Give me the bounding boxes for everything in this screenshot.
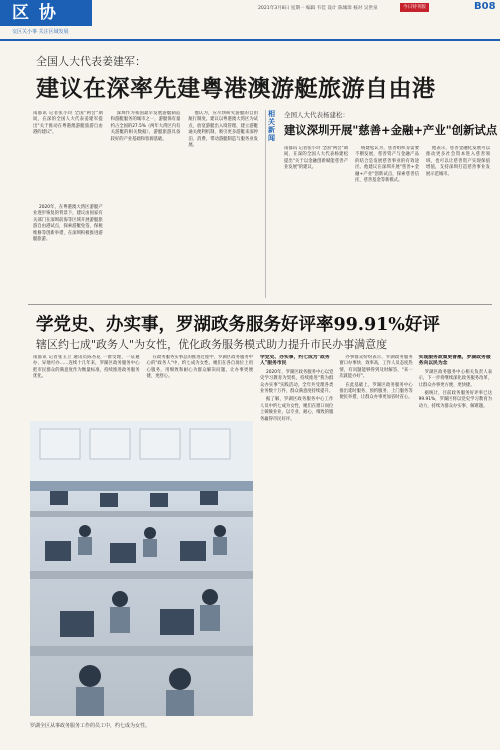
story3-paragraph: 据统计，目前政务服务好评率已达99.91%，罗湖区将以党史学习教育为动力，持续为群众办实事、解难题。 bbox=[418, 391, 492, 409]
story2-headline: 建议深圳开展"慈善+金融+产业"创新试点 bbox=[284, 123, 498, 137]
story1-paragraph: 南都讯 记者张小玲 全国"两会"期间，在深的全国人大代表姜建军提出"关于推动在粤港澳游艇旅游自由港的建议"。 bbox=[33, 111, 103, 136]
column-divider bbox=[265, 110, 266, 298]
section-subtitle: 交区关小事 关注区域发展 bbox=[12, 29, 69, 35]
top-rule bbox=[0, 39, 500, 41]
story2-paragraph: 杨建松认为，慈善组织等需要不断发展，慈善资产与金融产品的结合是发展慈善事业的有效途径。他建议在深圳开展"慈善+金融+产业"创新试点，探索慈善信托、慈善基金等新模式。 bbox=[355, 146, 419, 184]
story1-kicker: 全国人大代表姜建军： bbox=[36, 55, 146, 68]
story3-column-head: 实现服务政策更普惠，罗湖政务服务向以民为念 bbox=[418, 355, 491, 367]
related-news-label: 相关新闻 bbox=[268, 110, 275, 142]
story3-paragraph: 办事群众纷纷表示，罗湖政务服务窗口办事快、效率高，工作人员态度热情，有问题能够得到及时解答，"来一次就能办好"。 bbox=[339, 355, 413, 380]
dateline: 2021年3月8日 星期一 编辑 韦佳 设计 陈城璋 核对 吴世泉 bbox=[258, 6, 378, 11]
story3-lead bbox=[33, 355, 253, 419]
office-photo-illustration bbox=[30, 421, 253, 716]
story3-lead-paragraph: 在政务服务实事总的推进过程中，罗湖区政务服务中心的"政务人"中，约七成为女性。她们在各自岗位上用心服务，用细致和耐心为群众解决问题，让办事更便捷、更舒心。 bbox=[146, 355, 253, 380]
story3-body bbox=[260, 355, 492, 735]
section-tab: 区 协 bbox=[0, 0, 92, 26]
story3-lead-paragraph: 南都讯 记者张玉立 通讯员陈杏花 一窗受理、一证通办、异地可办……连续十几年来，罗湖区政务服务中心把市民群众的满意度作为衡量标准，持续推进政务服务优化。 bbox=[33, 355, 140, 380]
story2-paragraph: 他表示，慈善金融化发展可以推动更多社会资本进入慈善领域，也可以让慈善资产实现保值增值，支持深圳打造慈善事业发展示范城市。 bbox=[426, 146, 490, 177]
story3-paragraph: 罗湖区政务服务中心相关负责人表示，下一步将继续深化政务服务改革，让群众办事更方便、更快捷。 bbox=[418, 369, 492, 388]
story1-body bbox=[33, 111, 258, 299]
story1-paragraph: 深圳作为我国最早发展游艇制造和游艇服务的城市之一，游艇保有量约占全国的27.5%（两年大湾区内有关游艇的相关数据），游艇旅游具备较好的产业基础和客源基础。 bbox=[110, 111, 181, 142]
section-divider bbox=[28, 304, 492, 305]
story3-paragraph: 据了解，罗湖区政务服务中心工作人员中约七成为女性，她们在窗口岗位上兢兢业业，以专业、耐心、细致的服务赢得市民好评。 bbox=[260, 397, 334, 422]
masthead bbox=[0, 0, 500, 40]
office-photo bbox=[30, 421, 253, 716]
story3-column-head: 学党史、办实事，约七成为"政务人"服务市民 bbox=[260, 355, 330, 367]
edition-badge: 今日特刊版 bbox=[400, 3, 429, 12]
story1-headline: 建议在深率先建粤港澳游艇旅游自由港 bbox=[36, 75, 436, 102]
story1-paragraph: 他认为，应尽快研究游艇的自由航行制度。建议以粤港澳大湾区为试点，放宽游艇出入境管理，建立游艇通关便利机制，吸引更多游艇来深停泊、消费，带动游艇制造与服务业发展。 bbox=[188, 111, 258, 149]
photo-caption: 罗湖全区从事政务服务工作的员工中，约七成为女性。 bbox=[30, 723, 151, 729]
story2-body bbox=[284, 146, 490, 296]
story1-paragraph: 2020年，在粤港澳大湾区游艇产业逐步恢复的背景下，建议由国家有关部门在深圳前海等区域开展游艇旅游自由港试点，探索游艇免签、保税维修等创新举措，在深圳积极推进游艇旅游。 bbox=[33, 205, 103, 243]
story3-paragraph: 在此基础上，罗湖区政务服务中心推出延时服务、预约服务、上门服务等便民举措，让群众办事更加省时省心。 bbox=[339, 382, 413, 401]
story3-subheadline: 辖区约七成"政务人"为女性，优化政务服务模式助力提升市民办事满意度 bbox=[36, 338, 388, 351]
story3-paragraph: 2020年，罗湖区政务服务中心以党史学习教育为契机，持续推进"我为群众办实事"实践活动，全年共受理各类业务数十万件，群众满意度持续提升。 bbox=[260, 369, 334, 395]
story3-headline: 学党史、办实事，罗湖政务服务好评率99.91%好评 bbox=[36, 315, 440, 335]
story2-kicker: 全国人大代表杨建松： bbox=[284, 111, 349, 119]
page-number: B08 bbox=[474, 1, 496, 12]
story2-paragraph: 南都讯 记者张小玲 全国"两会"期间，在深的全国人大代表杨建松提出"关于以金融创新赋能慈善产业发展"的建议。 bbox=[284, 146, 348, 171]
